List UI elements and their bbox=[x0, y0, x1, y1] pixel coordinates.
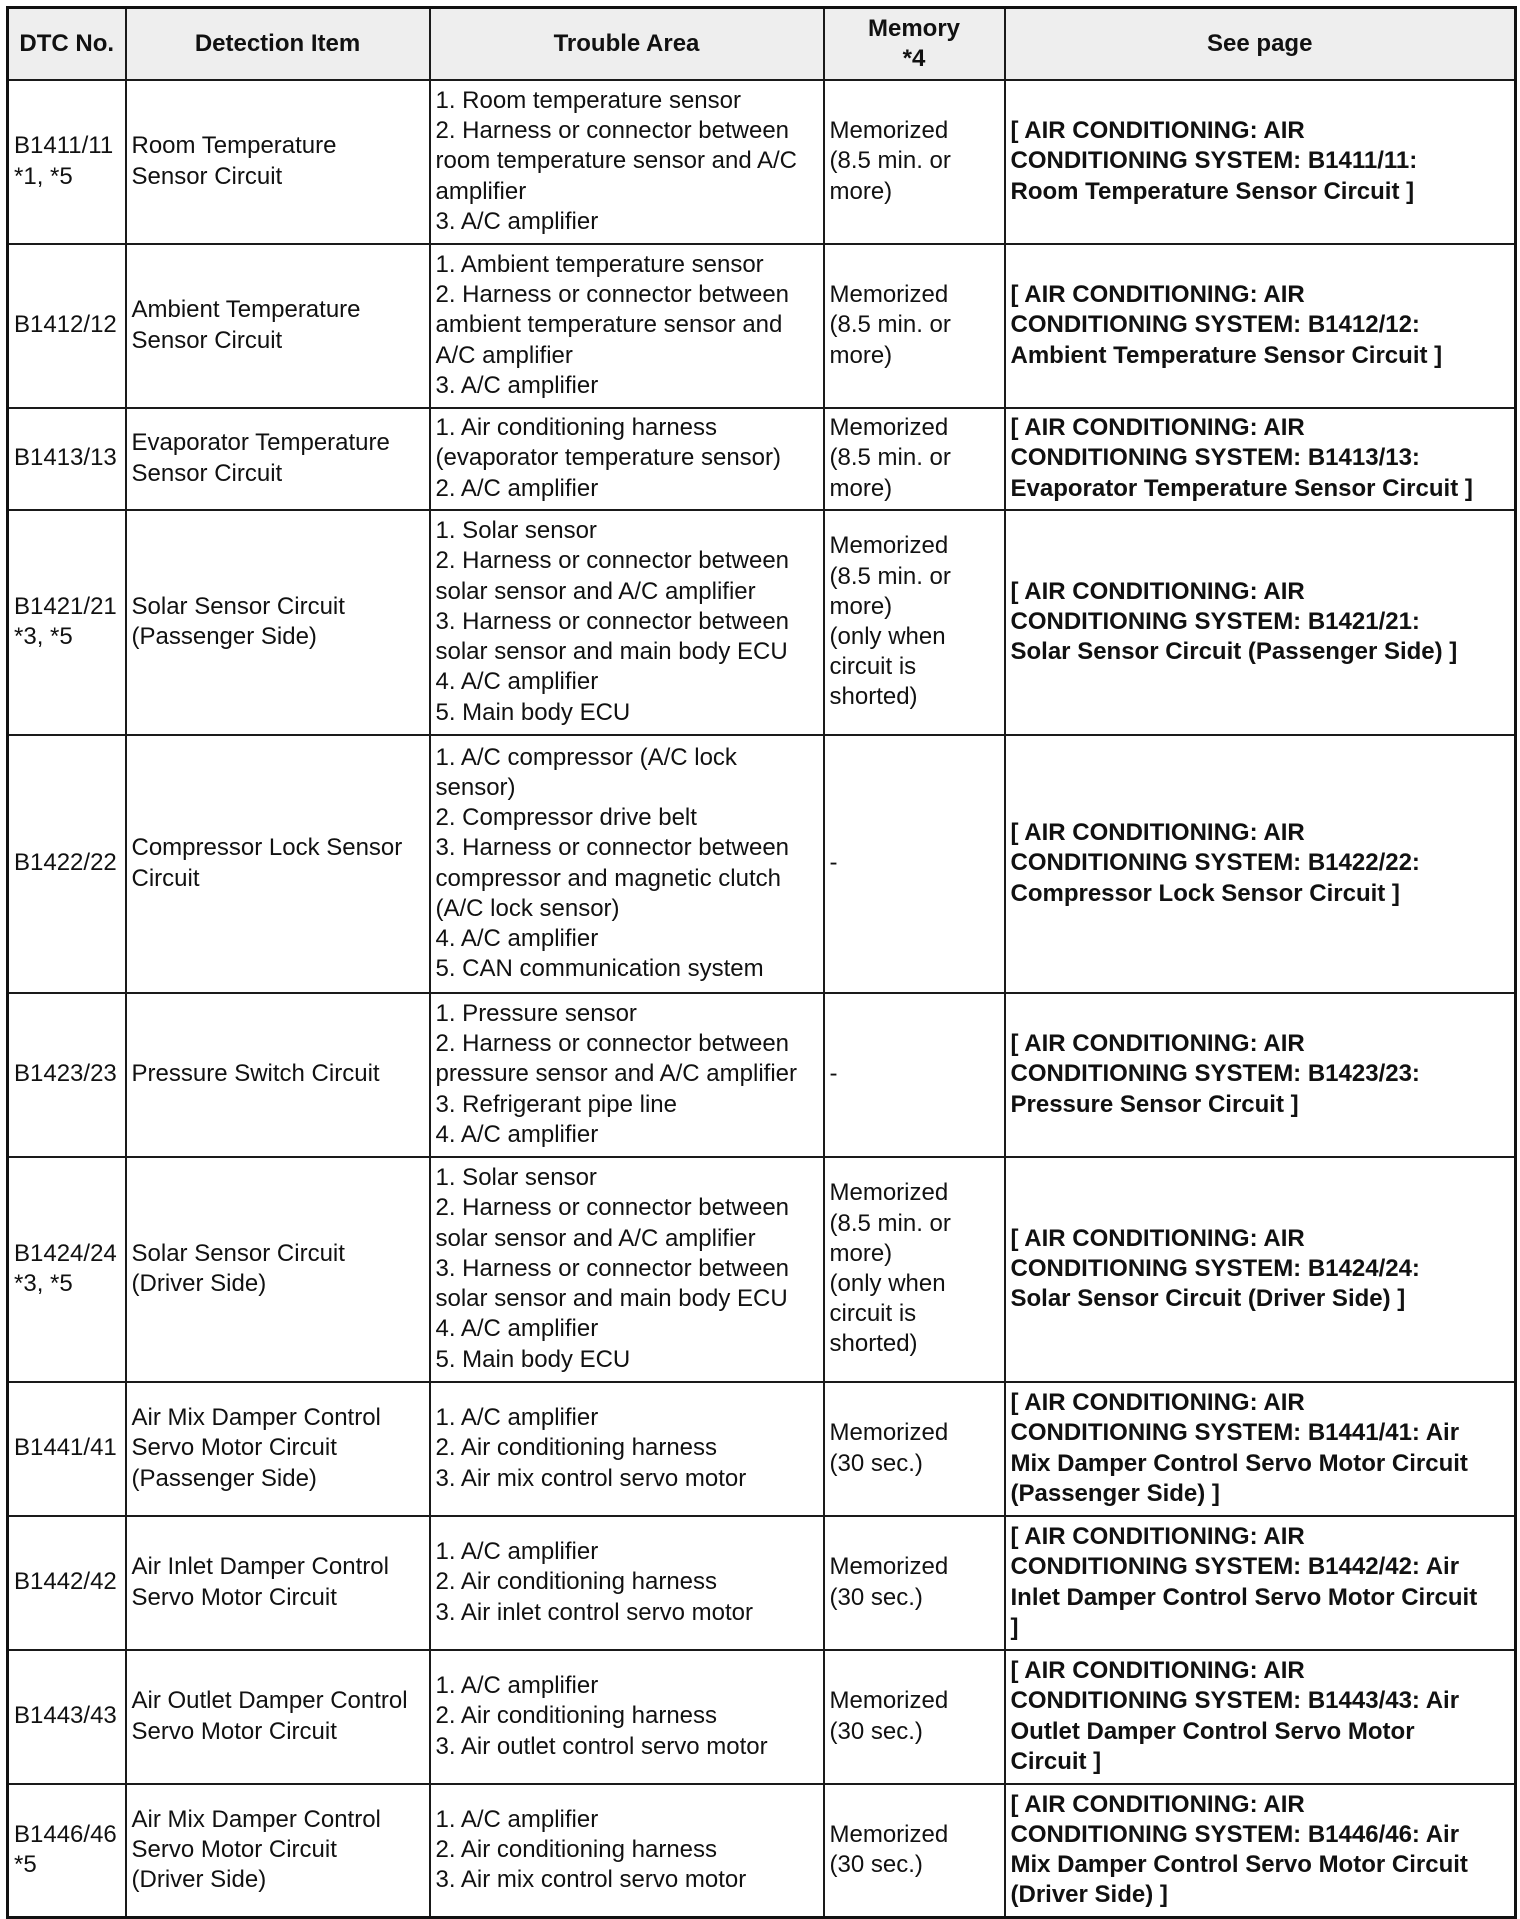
see-page-link-line: [ AIR CONDITIONING: AIR bbox=[1010, 577, 1305, 605]
dtc-table bbox=[6, 6, 1517, 1919]
see-page-link-line: CONDITIONING SYSTEM: B1441/41: Air bbox=[1010, 1419, 1460, 1447]
see-page-link-line: Solar Sensor Circuit (Passenger Side) ] bbox=[1010, 638, 1458, 666]
see-page-link-line: Solar Sensor Circuit (Driver Side) ] bbox=[1010, 1285, 1406, 1313]
trouble-area-cell-line: (evaporator temperature sensor) bbox=[435, 444, 781, 472]
table-header-row bbox=[8, 8, 1516, 80]
detection-item-cell bbox=[126, 1516, 430, 1650]
dtc-cell-line: B1413/13 bbox=[14, 444, 117, 472]
trouble-area-cell-line: 2. Harness or connector between bbox=[435, 547, 790, 575]
see-page-link-line: CONDITIONING SYSTEM: B1413/13: bbox=[1010, 444, 1420, 472]
see-page-link-line: Room Temperature Sensor Circuit ] bbox=[1010, 177, 1415, 205]
see-page-link-line: Inlet Damper Control Servo Motor Circuit bbox=[1010, 1583, 1478, 1611]
dtc-cell-line: *5 bbox=[14, 1851, 37, 1879]
trouble-area-cell-line: 3. Harness or connector between bbox=[435, 1254, 790, 1282]
see-page-link[interactable] bbox=[1005, 1784, 1516, 1918]
trouble-area-cell-line: 2. Harness or connector between bbox=[435, 1194, 790, 1222]
dtc-cell-line: B1424/24 bbox=[14, 1239, 117, 1267]
memory-cell-line: (30 sec.) bbox=[829, 1851, 923, 1879]
memory-cell bbox=[824, 1157, 1005, 1382]
trouble-area-cell-line: 3. Air mix control servo motor bbox=[435, 1464, 747, 1492]
trouble-area-cell bbox=[430, 80, 824, 244]
see-page-link-line: CONDITIONING SYSTEM: B1423/23: bbox=[1010, 1060, 1420, 1088]
trouble-area-cell-line: compressor and magnetic clutch bbox=[435, 864, 781, 892]
trouble-area-cell-line: 3. A/C amplifier bbox=[435, 207, 599, 235]
memory-cell-line: (8.5 min. or bbox=[829, 1209, 951, 1237]
detection-item-cell-line: Sensor Circuit bbox=[131, 459, 283, 487]
dtc-cell bbox=[8, 735, 126, 993]
see-page-link-line: CONDITIONING SYSTEM: B1442/42: Air bbox=[1010, 1553, 1460, 1581]
see-page-link-line: Outlet Damper Control Servo Motor bbox=[1010, 1717, 1415, 1745]
detection-item-cell-line: Pressure Switch Circuit bbox=[131, 1060, 380, 1088]
dtc-cell-line: *3, *5 bbox=[14, 1270, 73, 1297]
dtc-cell-line: B1423/23 bbox=[14, 1060, 117, 1088]
dtc-cell-line: *3, *5 bbox=[14, 623, 73, 650]
detection-item-cell bbox=[126, 1784, 430, 1918]
detection-item-cell bbox=[126, 993, 430, 1157]
trouble-area-cell-line: amplifier bbox=[435, 177, 527, 205]
memory-cell bbox=[824, 993, 1005, 1157]
table-row bbox=[8, 1650, 1516, 1784]
trouble-area-cell-line: 5. CAN communication system bbox=[435, 955, 764, 983]
see-page-link[interactable] bbox=[1005, 244, 1516, 408]
trouble-area-cell bbox=[430, 993, 824, 1157]
detection-item-cell bbox=[126, 80, 430, 244]
memory-cell-line: (only when bbox=[829, 623, 946, 650]
detection-item-cell-line: Servo Motor Circuit bbox=[131, 1583, 337, 1611]
header-trouble-area: Trouble Area bbox=[430, 8, 824, 80]
memory-cell bbox=[824, 244, 1005, 408]
trouble-area-cell bbox=[430, 1784, 824, 1918]
trouble-area-cell-line: solar sensor and main body ECU bbox=[435, 638, 788, 666]
dtc-cell-line: *1, *5 bbox=[14, 162, 73, 190]
dtc-cell-line: B1411/11 bbox=[14, 132, 114, 160]
dtc-cell bbox=[8, 1650, 126, 1784]
trouble-area-cell-line: 4. A/C amplifier bbox=[435, 668, 599, 696]
memory-cell-line: shorted) bbox=[829, 683, 918, 711]
trouble-area-cell bbox=[430, 244, 824, 408]
trouble-area-cell bbox=[430, 1382, 824, 1516]
trouble-area-cell-line: 1. Pressure sensor bbox=[435, 999, 637, 1027]
see-page-link-line: [ AIR CONDITIONING: AIR bbox=[1010, 1389, 1305, 1417]
header-memory-label: Memory bbox=[867, 14, 961, 42]
memory-cell bbox=[824, 1650, 1005, 1784]
memory-cell-line: (30 sec.) bbox=[829, 1717, 923, 1745]
detection-item-cell-line: Ambient Temperature bbox=[131, 296, 361, 324]
trouble-area-cell-line: 3. Refrigerant pipe line bbox=[435, 1090, 677, 1118]
see-page-link-line: Pressure Sensor Circuit ] bbox=[1010, 1090, 1299, 1118]
detection-item-cell-line: Air Inlet Damper Control bbox=[131, 1553, 389, 1581]
header-detection-item: Detection Item bbox=[126, 8, 430, 80]
memory-cell-line: (30 sec.) bbox=[829, 1449, 923, 1477]
dtc-cell bbox=[8, 993, 126, 1157]
see-page-link-line: CONDITIONING SYSTEM: B1412/12: bbox=[1010, 311, 1420, 339]
see-page-link[interactable] bbox=[1005, 1516, 1516, 1650]
memory-cell-line: (8.5 min. or bbox=[829, 444, 951, 472]
trouble-area-cell-line: 1. Air conditioning harness bbox=[435, 414, 718, 442]
detection-item-cell-line: Sensor Circuit bbox=[131, 162, 283, 190]
trouble-area-cell-line: 3. Harness or connector between bbox=[435, 607, 790, 635]
dtc-table-wrapper bbox=[6, 6, 1514, 1919]
detection-item-cell bbox=[126, 1157, 430, 1382]
memory-cell bbox=[824, 1382, 1005, 1516]
trouble-area-cell-line: 1. A/C amplifier bbox=[435, 1672, 599, 1700]
detection-item-cell-line: Servo Motor Circuit bbox=[131, 1836, 337, 1864]
see-page-link[interactable] bbox=[1005, 408, 1516, 510]
trouble-area-cell-line: 2. Compressor drive belt bbox=[435, 804, 697, 832]
trouble-area-cell-line: 1. A/C compressor (A/C lock bbox=[435, 743, 737, 771]
trouble-area-cell bbox=[430, 408, 824, 510]
see-page-link-line: [ AIR CONDITIONING: AIR bbox=[1010, 819, 1305, 847]
memory-cell-line: (8.5 min. or bbox=[829, 562, 951, 590]
detection-item-cell-line: Circuit bbox=[131, 864, 200, 892]
dtc-cell bbox=[8, 1516, 126, 1650]
detection-item-cell-line: Air Mix Damper Control bbox=[131, 1404, 381, 1432]
dtc-cell-line: B1442/42 bbox=[14, 1568, 117, 1596]
memory-cell-line: Memorized bbox=[829, 1553, 949, 1581]
detection-item-cell-line: Room Temperature bbox=[131, 132, 337, 160]
trouble-area-cell-line: 4. A/C amplifier bbox=[435, 1315, 599, 1343]
detection-item-cell bbox=[126, 1382, 430, 1516]
trouble-area-cell-line: sensor) bbox=[435, 773, 516, 801]
trouble-area-cell bbox=[430, 510, 824, 735]
trouble-area-cell-line: 3. Air outlet control servo motor bbox=[435, 1732, 768, 1760]
trouble-area-cell-line: 3. Harness or connector between bbox=[435, 834, 790, 862]
see-page-link-line: [ AIR CONDITIONING: AIR bbox=[1010, 117, 1305, 145]
dtc-cell-line: B1412/12 bbox=[14, 311, 117, 339]
detection-item-cell bbox=[126, 735, 430, 993]
see-page-link-line: [ AIR CONDITIONING: AIR bbox=[1010, 1523, 1305, 1551]
see-page-link-line: Mix Damper Control Servo Motor Circuit bbox=[1010, 1851, 1468, 1879]
memory-cell-line: Memorized bbox=[829, 1179, 949, 1207]
memory-cell-line: Memorized bbox=[829, 281, 949, 309]
memory-cell-line: - bbox=[829, 1060, 838, 1088]
memory-cell-line: Memorized bbox=[829, 532, 949, 560]
memory-cell-line: shorted) bbox=[829, 1330, 918, 1358]
detection-item-cell-line: (Passenger Side) bbox=[131, 623, 317, 650]
see-page-link-line: CONDITIONING SYSTEM: B1443/43: Air bbox=[1010, 1687, 1460, 1715]
header-memory bbox=[824, 8, 1005, 80]
memory-cell bbox=[824, 408, 1005, 510]
trouble-area-cell-line: 2. Harness or connector between bbox=[435, 1030, 790, 1058]
trouble-area-cell-line: 2. Harness or connector between bbox=[435, 281, 790, 309]
memory-cell-line: (8.5 min. or bbox=[829, 311, 951, 339]
see-page-link-line: (Driver Side) ] bbox=[1010, 1881, 1168, 1909]
memory-cell-line: Memorized bbox=[829, 1419, 949, 1447]
detection-item-cell bbox=[126, 1650, 430, 1784]
trouble-area-cell-line: 2. Air conditioning harness bbox=[435, 1836, 718, 1864]
see-page-link[interactable] bbox=[1005, 80, 1516, 244]
dtc-cell-line: B1422/22 bbox=[14, 849, 117, 877]
trouble-area-cell-line: room temperature sensor and A/C bbox=[435, 147, 798, 175]
memory-cell-line: more) bbox=[829, 474, 893, 502]
memory-cell-line: more) bbox=[829, 177, 893, 205]
trouble-area-cell bbox=[430, 735, 824, 993]
trouble-area-cell-line: pressure sensor and A/C amplifier bbox=[435, 1060, 797, 1088]
dtc-cell-line: B1443/43 bbox=[14, 1702, 117, 1730]
memory-cell bbox=[824, 80, 1005, 244]
trouble-area-cell-line: 2. Air conditioning harness bbox=[435, 1702, 718, 1730]
dtc-cell-line: B1441/41 bbox=[14, 1434, 117, 1462]
trouble-area-cell-line: 3. Air inlet control servo motor bbox=[435, 1598, 753, 1626]
see-page-link-line: [ AIR CONDITIONING: AIR bbox=[1010, 281, 1305, 309]
table-row bbox=[8, 80, 1516, 244]
trouble-area-cell-line: 3. A/C amplifier bbox=[435, 371, 599, 399]
see-page-link-line: Evaporator Temperature Sensor Circuit ] bbox=[1010, 474, 1473, 502]
memory-cell bbox=[824, 735, 1005, 993]
dtc-cell bbox=[8, 1157, 126, 1382]
memory-cell-line: - bbox=[829, 849, 838, 877]
memory-cell-line: more) bbox=[829, 341, 893, 369]
dtc-cell bbox=[8, 408, 126, 510]
trouble-area-cell-line: A/C amplifier bbox=[435, 341, 573, 369]
detection-item-cell-line: Compressor Lock Sensor bbox=[131, 834, 403, 862]
trouble-area-cell-line: 1. Solar sensor bbox=[435, 1164, 597, 1192]
see-page-link[interactable] bbox=[1005, 510, 1516, 735]
see-page-link-line: (Passenger Side) ] bbox=[1010, 1479, 1220, 1507]
see-page-link[interactable] bbox=[1005, 1157, 1516, 1382]
trouble-area-cell bbox=[430, 1157, 824, 1382]
memory-cell-line: more) bbox=[829, 592, 893, 620]
detection-item-cell-line: Solar Sensor Circuit bbox=[131, 1239, 345, 1267]
table-row bbox=[8, 1784, 1516, 1918]
see-page-link-line: [ AIR CONDITIONING: AIR bbox=[1010, 1224, 1305, 1252]
trouble-area-cell-line: 4. A/C amplifier bbox=[435, 1120, 599, 1148]
see-page-link-line: [ AIR CONDITIONING: AIR bbox=[1010, 414, 1305, 442]
trouble-area-cell-line: 1. A/C amplifier bbox=[435, 1805, 599, 1833]
trouble-area-cell-line: 2. A/C amplifier bbox=[435, 474, 599, 502]
dtc-cell bbox=[8, 80, 126, 244]
dtc-cell-line: B1446/46 bbox=[14, 1821, 117, 1849]
see-page-link[interactable] bbox=[1005, 735, 1516, 993]
detection-item-cell-line: Servo Motor Circuit bbox=[131, 1717, 337, 1745]
detection-item-cell-line: (Driver Side) bbox=[131, 1270, 267, 1297]
trouble-area-cell-line: solar sensor and A/C amplifier bbox=[435, 1224, 756, 1252]
trouble-area-cell-line: 3. Air mix control servo motor bbox=[435, 1866, 747, 1894]
see-page-link-line: Circuit ] bbox=[1010, 1747, 1102, 1775]
memory-cell-line: circuit is bbox=[829, 1300, 917, 1328]
table-row bbox=[8, 510, 1516, 735]
detection-item-cell-line: Solar Sensor Circuit bbox=[131, 592, 345, 620]
header-dtc-no: DTC No. bbox=[8, 8, 126, 80]
table-row bbox=[8, 735, 1516, 993]
see-page-link-line: CONDITIONING SYSTEM: B1411/11: bbox=[1010, 147, 1418, 175]
memory-cell-line: Memorized bbox=[829, 1687, 949, 1715]
see-page-link-line: Ambient Temperature Sensor Circuit ] bbox=[1010, 341, 1443, 369]
trouble-area-cell-line: 5. Main body ECU bbox=[435, 698, 631, 726]
dtc-cell bbox=[8, 510, 126, 735]
trouble-area-cell bbox=[430, 1516, 824, 1650]
memory-cell-line: (8.5 min. or bbox=[829, 147, 951, 175]
see-page-link[interactable] bbox=[1005, 993, 1516, 1157]
table-body bbox=[8, 80, 1516, 1918]
see-page-link-line: [ AIR CONDITIONING: AIR bbox=[1010, 1030, 1305, 1058]
detection-item-cell-line: Evaporator Temperature bbox=[131, 429, 390, 457]
table-row bbox=[8, 244, 1516, 408]
see-page-link-line: [ AIR CONDITIONING: AIR bbox=[1010, 1657, 1305, 1685]
trouble-area-cell-line: 5. Main body ECU bbox=[435, 1345, 631, 1373]
detection-item-cell-line: (Passenger Side) bbox=[131, 1464, 317, 1492]
memory-cell-line: Memorized bbox=[829, 414, 949, 442]
trouble-area-cell-line: 1. A/C amplifier bbox=[435, 1404, 599, 1432]
trouble-area-cell-line: (A/C lock sensor) bbox=[435, 894, 620, 922]
table-row bbox=[8, 993, 1516, 1157]
detection-item-cell-line: Servo Motor Circuit bbox=[131, 1434, 337, 1462]
memory-cell-line: Memorized bbox=[829, 117, 949, 145]
detection-item-cell bbox=[126, 408, 430, 510]
trouble-area-cell-line: 2. Air conditioning harness bbox=[435, 1434, 718, 1462]
dtc-cell bbox=[8, 244, 126, 408]
see-page-link-line: [ AIR CONDITIONING: AIR bbox=[1010, 1790, 1305, 1818]
table-row bbox=[8, 1516, 1516, 1650]
trouble-area-cell-line: ambient temperature sensor and bbox=[435, 311, 783, 339]
table-row bbox=[8, 1157, 1516, 1382]
table-row bbox=[8, 408, 1516, 510]
see-page-link-line: CONDITIONING SYSTEM: B1421/21: bbox=[1010, 607, 1420, 635]
trouble-area-cell-line: solar sensor and main body ECU bbox=[435, 1285, 788, 1313]
trouble-area-cell-line: 1. Room temperature sensor bbox=[435, 86, 741, 114]
detection-item-cell-line: Sensor Circuit bbox=[131, 326, 283, 354]
header-memory-note: *4 bbox=[902, 44, 926, 72]
see-page-link[interactable] bbox=[1005, 1650, 1516, 1784]
see-page-link-line: Compressor Lock Sensor Circuit ] bbox=[1010, 879, 1400, 907]
detection-item-cell-line: Air Outlet Damper Control bbox=[131, 1687, 408, 1715]
memory-cell-line: circuit is bbox=[829, 653, 917, 681]
see-page-link[interactable] bbox=[1005, 1382, 1516, 1516]
memory-cell-line: (only when bbox=[829, 1270, 946, 1297]
trouble-area-cell-line: 4. A/C amplifier bbox=[435, 924, 599, 952]
trouble-area-cell-line: 1. Ambient temperature sensor bbox=[435, 250, 764, 278]
detection-item-cell-line: Air Mix Damper Control bbox=[131, 1805, 381, 1833]
trouble-area-cell-line: 2. Harness or connector between bbox=[435, 117, 790, 145]
trouble-area-cell-line: 2. Air conditioning harness bbox=[435, 1568, 718, 1596]
dtc-cell-line: B1421/21 bbox=[14, 592, 117, 620]
detection-item-cell-line: (Driver Side) bbox=[131, 1866, 267, 1894]
table-row bbox=[8, 1382, 1516, 1516]
dtc-cell bbox=[8, 1784, 126, 1918]
header-see-page: See page bbox=[1005, 8, 1516, 80]
memory-cell bbox=[824, 1784, 1005, 1918]
see-page-link-line: ] bbox=[1010, 1613, 1019, 1641]
see-page-link-line: CONDITIONING SYSTEM: B1422/22: bbox=[1010, 849, 1420, 877]
memory-cell bbox=[824, 510, 1005, 735]
trouble-area-cell-line: solar sensor and A/C amplifier bbox=[435, 577, 756, 605]
detection-item-cell bbox=[126, 510, 430, 735]
see-page-link-line: Mix Damper Control Servo Motor Circuit bbox=[1010, 1449, 1468, 1477]
memory-cell-line: more) bbox=[829, 1239, 893, 1267]
trouble-area-cell bbox=[430, 1650, 824, 1784]
memory-cell-line: (30 sec.) bbox=[829, 1583, 923, 1611]
see-page-link-line: CONDITIONING SYSTEM: B1424/24: bbox=[1010, 1254, 1420, 1282]
detection-item-cell bbox=[126, 244, 430, 408]
trouble-area-cell-line: 1. A/C amplifier bbox=[435, 1538, 599, 1566]
memory-cell bbox=[824, 1516, 1005, 1650]
see-page-link-line: CONDITIONING SYSTEM: B1446/46: Air bbox=[1010, 1821, 1460, 1849]
memory-cell-line: Memorized bbox=[829, 1821, 949, 1849]
trouble-area-cell-line: 1. Solar sensor bbox=[435, 517, 597, 545]
dtc-cell bbox=[8, 1382, 126, 1516]
